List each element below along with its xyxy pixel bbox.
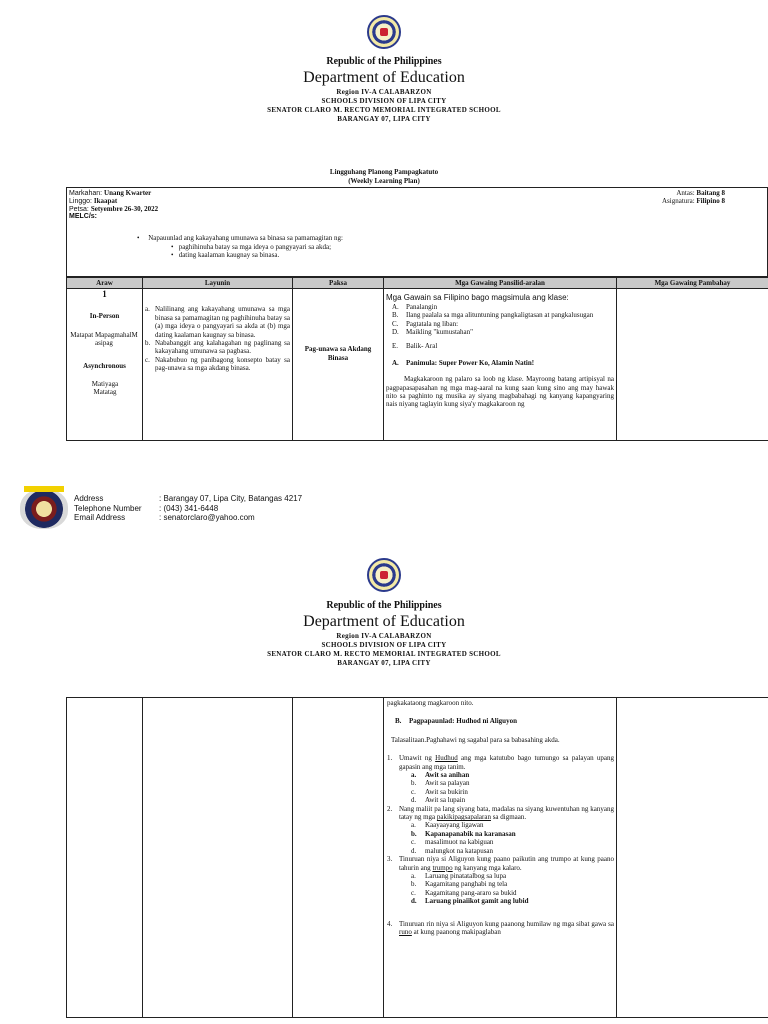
- plan-table: [66, 277, 768, 441]
- layunin-cell-2: [143, 698, 293, 1018]
- paksa-cell: Pag-unawa sa Akdang Binasa: [293, 289, 384, 441]
- antas-value: Baitang 8: [696, 189, 725, 197]
- choice-item: c. Kagamitang pang-araro sa bukid: [411, 888, 517, 897]
- choice-item: b. Awit sa palayan: [411, 779, 470, 788]
- layunin-c: c. Nakabubuo ng panibagong konsepto batay sa pag-unawa sa mga akdang binasa.: [145, 355, 290, 373]
- talasalitaan: Talasalitaan.Paghahawi ng sagabal para sa babasahing akda.: [391, 735, 560, 744]
- gawain-intro: Mga Gawain sa Filipino bago magsimula ang klase:: [386, 293, 569, 303]
- phone-value: : (043) 341-6448: [159, 503, 219, 513]
- question-item: 3. Tinuruan niya si Aliguyon kung paano paikutin ang trumpo at kung paano tahurin ang trumpo ng kanyang mga kalaro. a. Laruang pinatatalbog sa lupa b. Kagamitang panghabi ng tela c. Kagamitang pang-araro sa bukid d. Laruang pinaiikot gamit ang lubid: [387, 855, 614, 906]
- panimula-heading: A. Panimula: Super Power Ko, Alamin Natin!: [392, 358, 535, 367]
- plan-table-2: [66, 697, 768, 1018]
- meta-box: [66, 187, 768, 277]
- gawain-cell: [384, 289, 617, 441]
- address-label: Address: [74, 494, 104, 503]
- choice-item: a. Laruang pinatatalbog sa lupa: [411, 871, 507, 880]
- layunin-b: b. Nababanggit ang kalahagahan ng paglinang sa kakayahang umunawa sa pagbasa.: [145, 339, 290, 356]
- deped-seal-icon-2: [367, 558, 401, 592]
- melc-sub-2: • dating kaalaman kaugnay sa binasa.: [171, 251, 280, 259]
- araw-cell: [67, 289, 143, 441]
- vocab-questions: [387, 754, 614, 936]
- asignatura-value: Filipino 8: [696, 197, 725, 205]
- layunin-cell: [143, 289, 293, 441]
- choice-item: b. Kagamitang panghabi ng tela: [411, 880, 508, 889]
- panimula-text: Magkakaroon ng palaro sa loob ng klase. Mayroong batang artipisyal na pagpapasapasahan ng mga mag-aaral na kung saan kung sino ang may hawak nito sa paghinto ng musika ay siyang magbabahagi ng kanyang kapangyaring nais niyang taglayin kung siya'y magkakaroon ng: [386, 375, 614, 409]
- petsa-label: Petsa:: [69, 206, 89, 213]
- gawain-d: D. Maikling "kumustahan": [392, 328, 473, 337]
- email-label: Email Address: [74, 513, 126, 522]
- republic-heading: Republic of the Philippines: [326, 56, 442, 67]
- virtues-2: Matiyaga Matatag: [91, 380, 119, 397]
- choice-item: c. Awit sa bukirin: [411, 787, 468, 796]
- melc-sub-1: • paghihinuha batay sa mga ideya o pangyayari sa akda;: [171, 243, 332, 251]
- col-layunin: Layunin: [143, 278, 293, 289]
- choice-item: d. Awit sa lupain: [411, 796, 466, 805]
- region-line-2: Region IV-A CALABARZON: [336, 632, 432, 640]
- gawain-c: C. Pagtatala ng liban:: [392, 319, 459, 328]
- email-value: : senatorclaro@yahoo.com: [159, 513, 255, 522]
- pambahay-cell: [617, 289, 768, 441]
- school-line: SENATOR CLARO M. RECTO MEMORIAL INTEGRATED SCHOOL: [267, 106, 501, 114]
- asignatura-label: Asignatura:: [661, 197, 695, 205]
- plan-title: Lingguhang Planong Pampagkatuto: [329, 168, 439, 176]
- question-item: 1. Umawit ng Hudhud ang mga katutubo bago tumungo sa palayan upang gapasin ang mga tanim. a. Awit sa anihan b. Awit sa palayan c. Awit sa bukirin d. Awit sa lupain: [387, 754, 614, 805]
- linggo-value: Ikaapat: [93, 197, 118, 205]
- col-paksa: Paksa: [293, 278, 384, 289]
- address-value: : Barangay 07, Lipa City, Batangas 4217: [159, 494, 303, 503]
- virtues-1: Matapat MapagmahalMasipag: [70, 330, 138, 348]
- pagpapaunlad-heading: B. Pagpapaunlad: Hudhod ni Aliguyon: [395, 717, 517, 726]
- choice-item: d. Laruang pinaiikot gamit ang lubid: [411, 897, 529, 906]
- plan-subtitle: (Weekly Learning Plan): [348, 177, 420, 185]
- col-pambahay: Mga Gawaing Pambahay: [617, 278, 768, 289]
- school-line-2: SENATOR CLARO M. RECTO MEMORIAL INTEGRATED SCHOOL: [267, 650, 501, 658]
- choice-item: b. Kapanapanabik na karanasan: [411, 829, 516, 838]
- department-heading: Department of Education: [303, 69, 465, 86]
- pambahay-cell-2: [617, 698, 768, 1018]
- gawain-e: E. Balik- Aral: [392, 342, 438, 351]
- choice-item: c. masalimuot na kabiguan: [411, 838, 494, 847]
- markahan-label: Markahan:: [69, 190, 103, 197]
- araw-number: 1: [102, 289, 107, 300]
- question-item: 4. Tinuruan rin niya si Aliguyon kung paanong humilaw ng mga sibat gawa sa runo at kung paanong makipaglaban: [387, 919, 614, 936]
- deped-seal-icon: [367, 15, 401, 49]
- division-line-2: SCHOOLS DIVISION OF LIPA CITY: [321, 641, 447, 649]
- footer-labels: [74, 494, 142, 523]
- barangay-line: BARANGAY 07, LIPA CITY: [337, 115, 431, 123]
- araw-cell-2: [67, 698, 143, 1018]
- petsa-value: Setyembre 26-30, 2022: [90, 205, 159, 213]
- in-person-label: In-Person: [89, 312, 120, 321]
- school-logo-icon: [20, 489, 68, 529]
- layunin-a: a. Nalilinang ang kakayahang umunawa sa mga binasa sa pamamagitan ng paghihinuha batay sa (a) mga ideya o pangyayari sa akda at (b) mga dating kaalaman kaugnay sa binasa.: [145, 305, 290, 339]
- melcs-label: MELC/s:: [69, 213, 97, 220]
- col-gawain: Mga Gawaing Pansilid-aralan: [384, 278, 617, 289]
- antas-label: Antas:: [676, 189, 695, 197]
- footer-values: [159, 494, 302, 523]
- region-line: Region IV-A CALABARZON: [336, 88, 432, 96]
- asynchronous-label: Asynchronous: [83, 361, 126, 370]
- barangay-line-2: BARANGAY 07, LIPA CITY: [337, 659, 431, 667]
- department-heading-2: Department of Education: [303, 613, 465, 630]
- choice-item: a. Kaayaayang ligawan: [411, 821, 484, 830]
- phone-label: Telephone Number: [74, 503, 142, 513]
- markahan-value: Unang Kwarter: [104, 189, 152, 197]
- republic-heading-2: Republic of the Philippines: [326, 600, 442, 611]
- choice-item: d. malungkot na katapusan: [411, 846, 494, 855]
- gawain-cell-2: [384, 698, 617, 1018]
- gawain-a: A. Panalangin: [392, 302, 438, 311]
- gawain-b: B. Ilang paalala sa mga alituntuning pangkaligtasan at pangkalusugan: [392, 311, 594, 320]
- question-item: 2. Nang maliit pa lang siyang bata, madalas na siyang kuwentuhan ng kanyang tatay ng mga pakikipagsapalaran sa digmaan. a. Kaayaayang ligawan b. Kapanapanabik na karanasan c. masalimuot na kabiguan d. malungkot na katapusan: [387, 804, 614, 855]
- paksa-cell-2: [293, 698, 384, 1018]
- division-line: SCHOOLS DIVISION OF LIPA CITY: [321, 97, 447, 105]
- col-araw: Araw: [67, 278, 143, 289]
- melc-main: • Napauunlad ang kakayahang umunawa sa binasa sa pamamagitan ng:: [137, 234, 343, 242]
- linggo-label: Linggo:: [69, 198, 92, 205]
- choice-item: a. Awit sa anihan: [411, 771, 470, 780]
- continued-text: pagkakataong magkaroon nito.: [387, 699, 474, 707]
